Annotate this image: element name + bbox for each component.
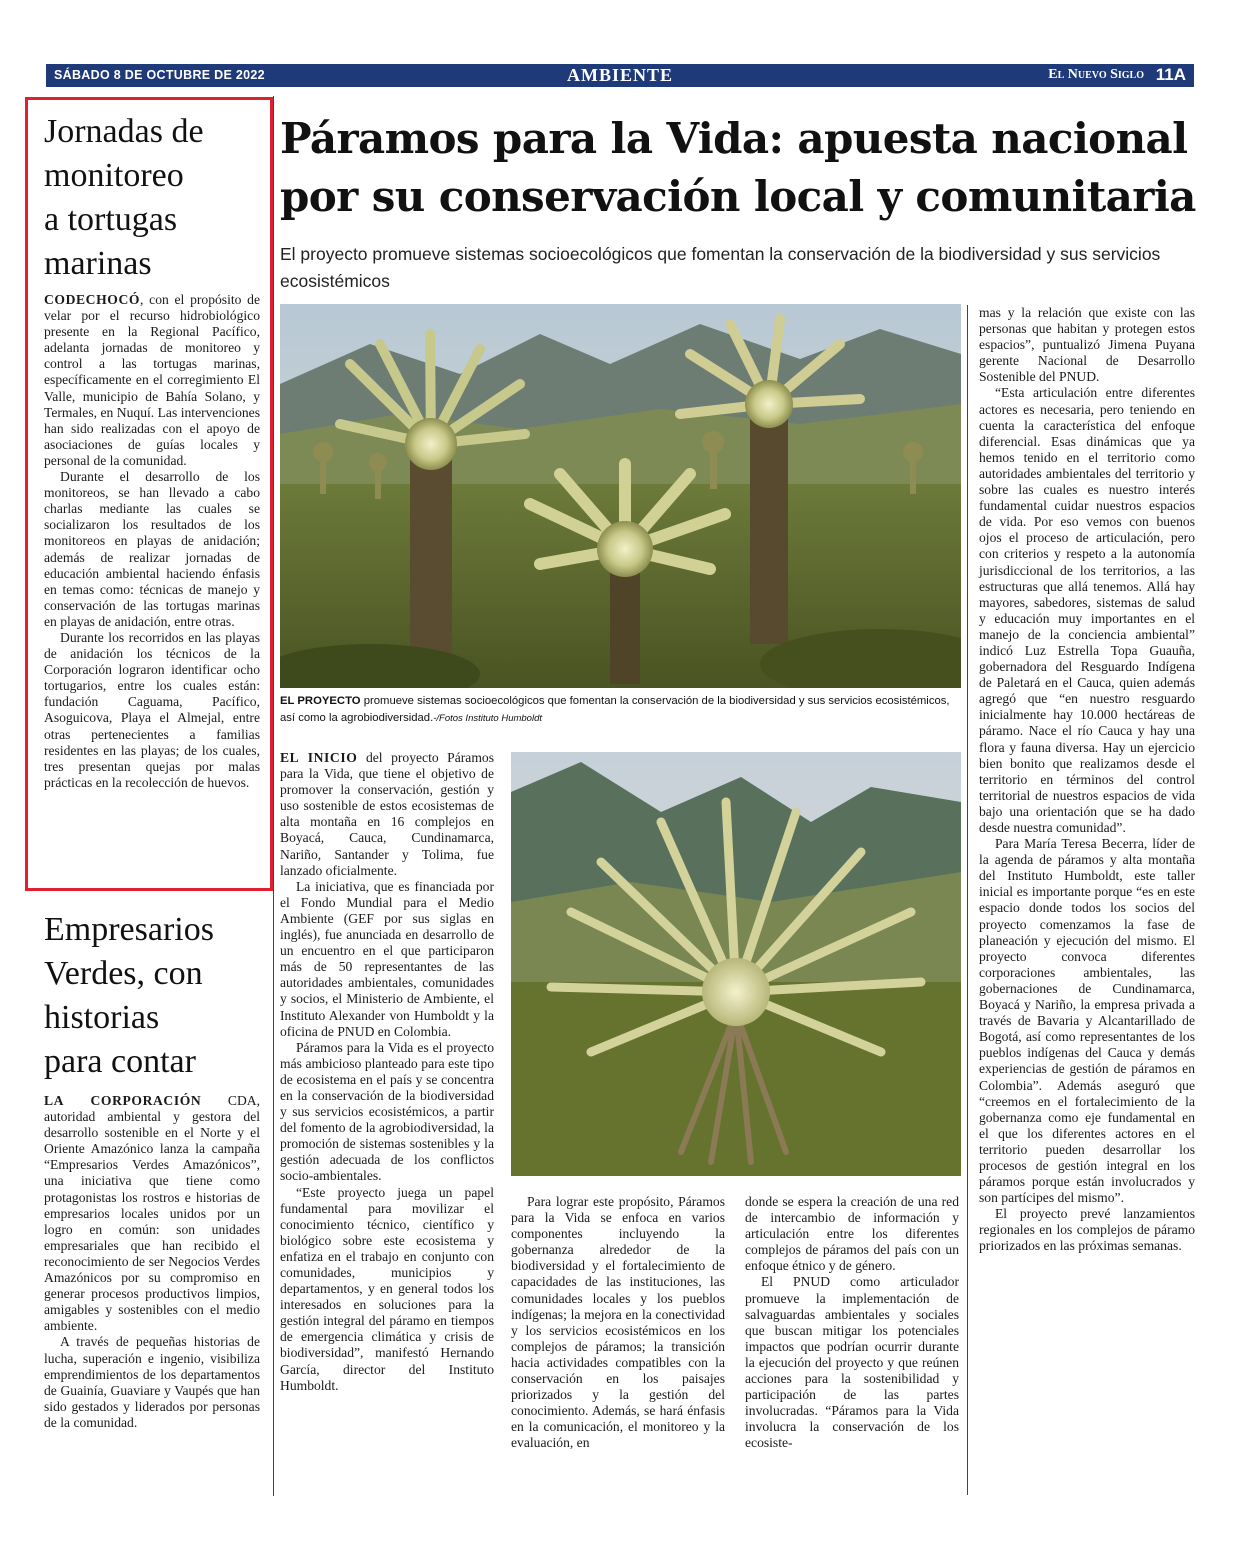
lead-word: LA CORPORACIÓN (44, 1093, 202, 1108)
headline-line: por su conservación local y comunitaria (280, 172, 1196, 221)
paragraph: La iniciativa, que es financiada por el Fondo Mundial para el Medio Ambiente (GEF por sus siglas en inglés), fue anunciada en desarrollo de un encuentro en el que participaron más de 50 representantes de las autoridades ambientales, comunidades y socios, el Ministerio de Ambiente, el Instituto Alexander von Humboldt y la oficina de PNUD en Colombia. (280, 878, 494, 1039)
paragraph-text: del proyecto Páramos para la Vida, que tiene el objetivo de promover la conservación, gestión y uso sostenible de estos ecosistemas de alta montaña en 16 complejos en Boyacá, Cauca, Cundinamarca, Nariño, Santander y Tolima, fue lanzado oficialmente. (280, 750, 494, 878)
paragraph-text: CDA, autoridad ambiental y gestora del desarrollo sostenible en el Norte y el Oriente Amazónico lanza la campaña “Empresarios Verdes Amazónicos”, una iniciativa que tiene como protagonistas los rostros e historias de empresarios locales unidos por un logro en común: son unidades empresariales que han recibido el reconocimiento de ser Negocios Verdes Amazónicos por su compromiso en generar procesos productivos limpios, amigables y sostenibles con el medio ambiente. (44, 1093, 260, 1334)
paramo-photo-2 (511, 752, 961, 1176)
photo-credit: -/Fotos Instituto Humboldt (433, 713, 543, 724)
sidebar-top-title (44, 110, 269, 286)
sidebar-bottom-title (44, 908, 269, 1084)
paragraph: Para María Teresa Becerra, líder de la agenda de páramos y alta montaña del Instituto Humboldt, este taller inicial es importante porque “es en este espacio donde todos los socios del proyecto comenzamos la fase de planeación y ejecución del mismo. El proyecto convoca diferentes corporaciones ambientales, las gobernaciones de Cundinamarca, Boyacá y Nariño, la empresa privada a través de Bavaria y Alcantarillado de Bogotá, así como representantes de los pueblos indígenas del Cauca y demás experiencias de gestión de páramos en Colombia”. Además aseguró que “creemos en el fortalecimiento de la gobernanza como eje fundamental en el que los diferentes actores en el territorio pueden desarrollar los procesos de gestión integral en los páramos porque están involucrados y son partícipes del mismo”. (979, 836, 1195, 1206)
newspaper-name: El Nuevo Siglo (1048, 67, 1144, 82)
column-rule (273, 96, 274, 1496)
paragraph: El proyecto prevé lanzamientos regionales en los complejos de páramo priorizados en las próximas semanas. (979, 1206, 1195, 1254)
frailejon-closeup-image (511, 752, 961, 1176)
lead-word: CODECHOCÓ (44, 292, 141, 307)
paragraph: “Este proyecto juega un papel fundamental para movilizar el conocimiento técnico, científico y biológico sobre este ecosistema y enfatiza en el trabajo en conjunto con comunidades, municipios y departamentos, y en general todos los interesados en soluciones para la gestión integral del páramo en tiempos de emergencia climática y crisis de biodiversidad”, manifestó Hernando García, director del Instituto Humboldt. (280, 1184, 494, 1393)
title-line: para contar (44, 1043, 196, 1080)
sidebar-bottom-body (44, 1093, 260, 1431)
caption-lead: EL PROYECTO (280, 695, 361, 707)
page-header (46, 64, 1194, 87)
section-name: AMBIENTE (566, 65, 673, 85)
photo-caption (280, 693, 960, 727)
lead-word: EL INICIO (280, 750, 358, 765)
paragraph: “Esta articulación entre diferentes actores es necesaria, pero teniendo en cuenta la característica del enfoque diferencial. Esas dinámicas que ya hemos tenido en el territorio como autoridades ambientales del territorio y sobre las cuales es nuestro interés fundamental cuidar nuestros espacios de vida. Por eso vemos con buenos ojos el proceso de articulación, pero con criterios y respeto a la autonomía jurisdiccional de los territorios, a las estructuras que allá tenemos. Allá hay mayores, sabedores, sistemas de salud y educación muy importantes en el manejo de la conciencia ambiental” indicó Luz Estrella Topa Guauña, gobernadora del Resguardo Indígena de Paletará en el Cauca, quien además agregó que “en nuestro resguardo inicialmente hay 10.000 hectáreas de páramo. Nace el río Cauca y hay una flora y fauna diversa. Hay un ejercicio bien bonito que realizamos desde el territorio en términos del control territorial de nuestros espacios de vida bajo una orientación que se ha dado desde nuestra comunidad”. (979, 385, 1195, 835)
page-number: 11A (1155, 65, 1186, 84)
column-rule (967, 305, 968, 1495)
paragraph: mas y la relación que existe con las personas que habitan y protegen estos espacios”, puntualizó Jimena Puyana gerente Nacional de Desarrollo Sostenible del PNUD. (979, 305, 1195, 385)
paragraph: Durante el desarrollo de los monitoreos, se han llevado a cabo charlas mediante las cuales se socializaron los resultados de los monitoreos en playas de anidación; además de realizar jornadas de educación ambiental haciendo énfasis en temas como: técnicas de manejo y conservación de las tortugas marinas en playas de anidación, entre otras. (44, 469, 260, 629)
paragraph: A través de pequeñas historias de lucha, superación e ingenio, visibiliza emprendimientos de los departamentos de Guainía, Guaviare y Vaupés que han sido gestados y liderados por personas de la comunidad. (44, 1334, 260, 1430)
paragraph: El PNUD como articulador promueve la implementación de salvaguardas ambientales y sociales que buscan mitigar los potenciales impactos que podrían ocurrir durante la ejecución del proyecto y que reúnen acciones para la sostenibilidad y participación de las partes involucradas. “Páramos para la Vida involucra la conservación de los ecosiste- (745, 1274, 959, 1451)
paragraph-text: , con el propósito de velar por el recurso hidrobiológico presente en la Regional Pacífico, adelanta jornadas de monitoreo y control a las tortugas marinas, específicamente en el corregimiento El Valle, municipio de Bahía Solano, y Termales, en Nuquí. Las intervenciones han sido realizadas con el apoyo de asociaciones de guías locales y personal de la comunidad. (44, 292, 260, 468)
headline-line: Páramos para la Vida: apuesta nacional (280, 114, 1188, 163)
paragraph: Para lograr este propósito, Páramos para la Vida se enfoca en varios componentes incluyendo la gobernanza alrededor de la biodiversidad y el fortalecimiento de capacidades de las instituciones, las comunidades locales y los pueblos indígenas; la mejora en la conectividad y los servicios ecosistémicos en los complejos de páramos; la transición hacia actividades compatibles con la conservación en los paisajes priorizados y la gestión del conocimiento. Además, se hará énfasis en la comunicación, el monitoreo y la evaluación, en (511, 1194, 725, 1451)
title-line: historias (44, 999, 160, 1036)
paragraph (44, 1093, 260, 1334)
title-line: marinas (44, 245, 152, 282)
title-line: monitoreo (44, 157, 184, 194)
main-column-3 (745, 1194, 959, 1452)
main-headline (280, 110, 1200, 226)
title-line: Empresarios (44, 911, 214, 948)
main-column-2 (511, 1194, 725, 1452)
caption-text: promueve sistemas socioecológicos que fomentan la conservación de la biodiversidad y sus servicios ecosistémicos, así como la agrobiodiversidad. (280, 695, 950, 724)
paragraph: Páramos para la Vida es el proyecto más ambicioso planteado para este tipo de ecosistema en el país y se concentra en la conservación de la biodiversidad y sus servicios ecosistémicos, a partir del fomento de la agrobiodiversidad, la promoción de sistemas sostenibles y la gestión adecuada de los conflictos socio-ambientales. (280, 1039, 494, 1184)
frailejon-landscape-image (280, 304, 961, 688)
paragraph: Durante los recorridos en las playas de anidación los técnicos de la Corporación lograron identificar ocho tortugarios, entre los cuales están: fundación Caguama, Pacífico, Asoguicova, Playa el Almejal, entre otras pertenecientes a familias residentes en las playas; de los cuales, tres presentan quejas por malas prácticas en la recolección de huevos. (44, 629, 260, 790)
paragraph (44, 292, 260, 469)
title-line: Verdes, con (44, 955, 203, 992)
main-column-4 (979, 305, 1195, 1255)
paragraph (280, 750, 494, 879)
paragraph: donde se espera la creación de una red de intercambio de información y articulación entre los diferentes complejos de páramos del país con un enfoque étnico y de género. (745, 1194, 959, 1274)
paramo-photo-1 (280, 304, 961, 688)
issue-date: SÁBADO 8 DE OCTUBRE DE 2022 (54, 68, 265, 82)
main-column-1 (280, 750, 494, 1394)
title-line: a tortugas (44, 201, 178, 238)
title-line: Jornadas de (44, 113, 204, 150)
sidebar-top-body (44, 292, 260, 791)
main-deck: El proyecto promueve sistemas socioecológicos que fomentan la conservación de la biodiversidad y sus servicios ecosistémicos (280, 244, 1161, 291)
